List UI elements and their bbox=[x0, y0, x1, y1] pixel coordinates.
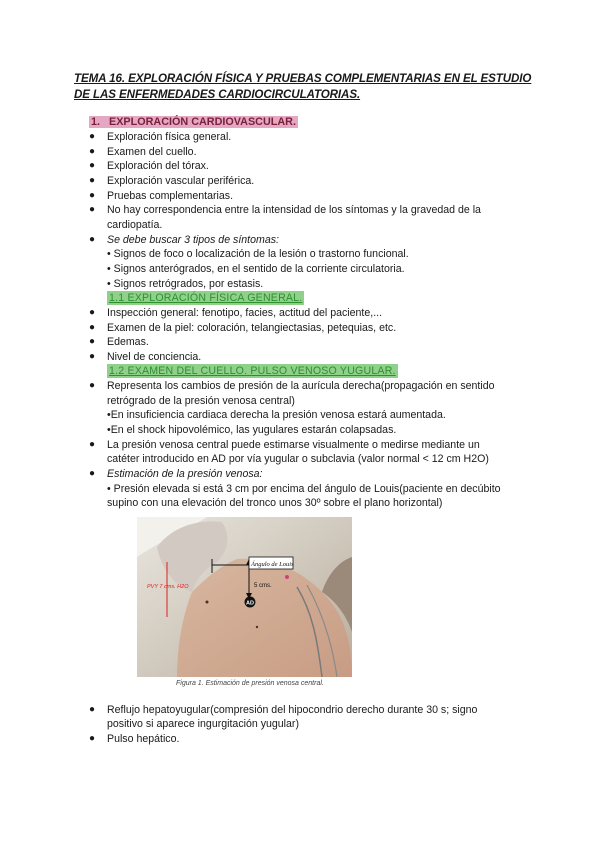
bullet-dot: ● bbox=[89, 468, 96, 479]
list-item: Exploración del tórax. bbox=[107, 160, 209, 172]
list-subitem: •En insuficiencia cardiaca derecha la presión venosa estará aumentada. bbox=[107, 409, 446, 421]
list-item: No hay correspondencia entre la intensidad de los síntomas y la gravedad de la bbox=[107, 204, 481, 216]
list-item: Reflujo hepatoyugular(compresión del hipocondrio derecho durante 30 s; signo bbox=[107, 704, 478, 716]
list-item: Edemas. bbox=[107, 336, 149, 348]
bullet-dot: ● bbox=[89, 380, 96, 391]
list-subitem: • Signos retrógrados, por estasis. bbox=[107, 278, 264, 290]
bullet-dot: ● bbox=[89, 322, 96, 333]
bullet-dot: ● bbox=[89, 704, 96, 715]
list-item: Exploración vascular periférica. bbox=[107, 175, 255, 187]
bullet-dot: ● bbox=[89, 439, 96, 450]
subsection-heading: 1.2 EXAMEN DEL CUELLO. PULSO VENOSO YUGULAR. bbox=[109, 365, 396, 377]
list-item-italic: Se debe buscar 3 tipos de síntomas: bbox=[107, 234, 279, 246]
list-subitem: supino con una elevación del tronco unos 30º sobre el plano horizontal) bbox=[107, 497, 443, 509]
list-item: La presión venosa central puede estimarse visualmente o medirse mediante un bbox=[107, 439, 480, 451]
bullet-dot: ● bbox=[89, 307, 96, 318]
ad-label: AD bbox=[246, 600, 254, 607]
bullet-dot: ● bbox=[89, 204, 96, 215]
figure-caption: Figura 1. Estimación de presión venosa central. bbox=[176, 680, 324, 687]
list-item-continuation: retrógrado de la presión venosa central) bbox=[107, 395, 295, 407]
bullet-dot: ● bbox=[89, 351, 96, 362]
figure-photo bbox=[137, 517, 352, 677]
list-subitem: • Signos de foco o localización de la lesión o trastorno funcional. bbox=[107, 248, 409, 260]
bullet-dot: ● bbox=[89, 336, 96, 347]
bullet-dot: ● bbox=[89, 175, 96, 186]
five-cm-label: 5 cms. bbox=[254, 583, 272, 589]
section-title: EXPLORACIÓN CARDIOVASCULAR. bbox=[109, 116, 296, 128]
list-item-italic: Estimación de la presión venosa: bbox=[107, 468, 263, 480]
list-item-continuation: catéter introducido en AD por vía yugular o subclavia (valor normal < 12 cm H2O) bbox=[107, 453, 489, 465]
bullet-dot: ● bbox=[89, 146, 96, 157]
list-item: Examen de la piel: coloración, telangiectasias, petequias, etc. bbox=[107, 322, 397, 334]
bullet-dot: ● bbox=[89, 733, 96, 744]
bullet-dot: ● bbox=[89, 131, 96, 142]
bullet-dot: ● bbox=[89, 160, 96, 171]
subsection-heading: 1.1 EXPLORACIÓN FÍSICA GENERAL. bbox=[109, 292, 303, 304]
section-number: 1. bbox=[91, 116, 101, 128]
list-item: Nivel de conciencia. bbox=[107, 351, 202, 363]
list-item: Pruebas complementarias. bbox=[107, 190, 234, 202]
list-item: Pulso hepático. bbox=[107, 733, 180, 745]
pvy-label: PVY 7 cms. H2O bbox=[147, 584, 189, 590]
list-item: Inspección general: fenotipo, facies, actitud del paciente,... bbox=[107, 307, 383, 319]
list-item: Examen del cuello. bbox=[107, 146, 197, 158]
list-item: Representa los cambios de presión de la aurícula derecha(propagación en sentido bbox=[107, 380, 495, 392]
bullet-dot: ● bbox=[89, 190, 96, 201]
list-item: Exploración física general. bbox=[107, 131, 232, 143]
list-item-continuation: cardiopatía. bbox=[107, 219, 163, 231]
list-subitem: • Signos anterógrados, en el sentido de la corriente circulatoria. bbox=[107, 263, 405, 275]
neck-photo-illustration bbox=[137, 517, 352, 677]
list-subitem: • Presión elevada si está 3 cm por encima del ángulo de Louis(paciente en decúbito bbox=[107, 483, 501, 495]
angle-label: Ángulo de Louis bbox=[251, 561, 294, 568]
bullet-dot: ● bbox=[89, 234, 96, 245]
list-subitem: •En el shock hipovolémico, las yugulares estarán colapsadas. bbox=[107, 424, 397, 436]
document-title: TEMA 16. EXPLORACIÓN FÍSICA Y PRUEBAS COMPLEMENTARIAS EN EL ESTUDIO DE LAS ENFERMEDADES CARDIOCIRCULATORIAS. bbox=[74, 72, 532, 101]
section-heading bbox=[89, 115, 298, 129]
list-item-continuation: positivo si aparece ingurgitación yugular) bbox=[107, 718, 299, 730]
